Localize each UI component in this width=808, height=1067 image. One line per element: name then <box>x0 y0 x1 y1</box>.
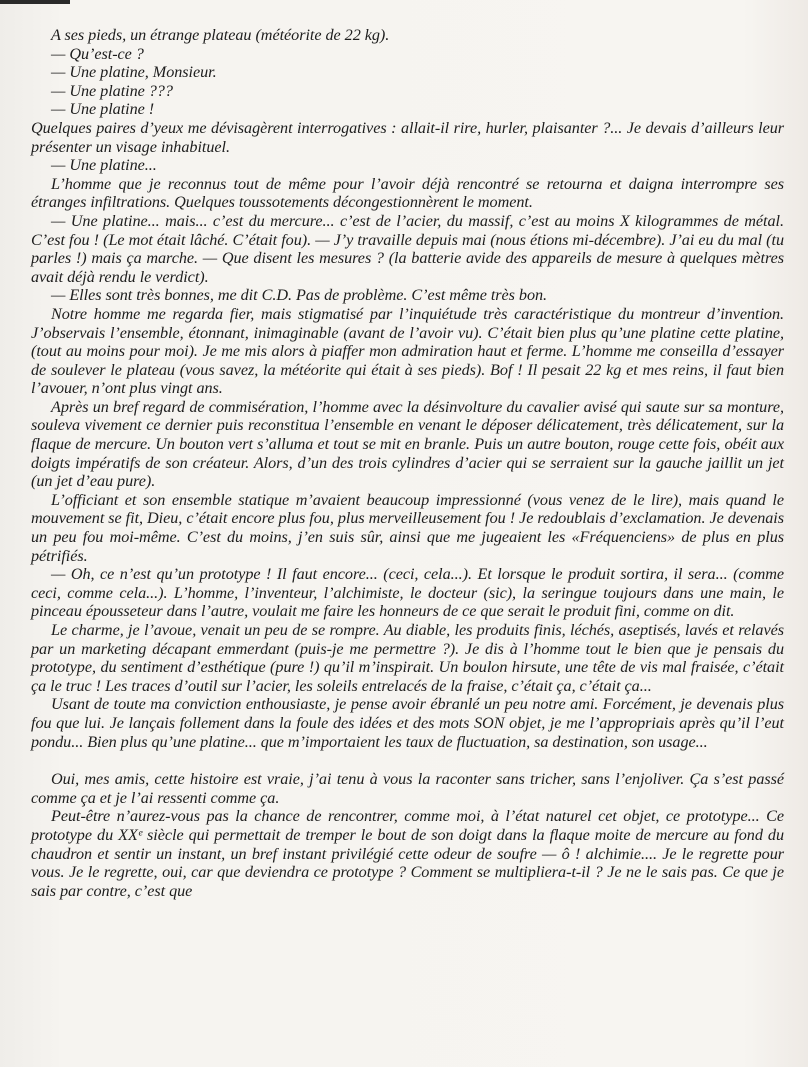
dialogue-paragraph: — Oh, ce n’est qu’un prototype ! Il faut encore... (ceci, cela...). Et lorsque le produit sortira, il sera... (comme ceci, comme cela...). L’homme, l’inventeur, l’alchimiste, le docteur (sic), la seringue toujours dans une main, le pinceau épousseteur dans l’autre, voulait me faire les honneurs de ce que serait le produit fini, comme on dit. <box>31 565 784 621</box>
paragraph: Le charme, je l’avoue, venait un peu de se rompre. Au diable, les produits finis, léchés, aseptisés, lavés et relavés par un marketing décapant emmerdant (puis-je me permettre ?). Je dis à l’homme tout le bien que je pensais du prototype, du sentiment d’esthétique (pure !) qu’il m’inspirait. Un boulon hirsute, une tête de vis mal fraisée, c’était ça le truc ! Les traces d’outil sur l’acier, les soleils entrelacés de la fraise, c’était ça, c’était ça... <box>31 621 784 695</box>
paragraph: L’homme que je reconnus tout de même pour l’avoir déjà rencontré se retourna et daigna interrompre ses étranges infiltrations. Quelques toussotements décongestionnèrent le moment. <box>31 174 784 212</box>
paragraph-intro: A ses pieds, un étrange plateau (météorite de 22 kg). <box>51 26 390 44</box>
section-break <box>31 751 784 770</box>
paragraph: Oui, mes amis, cette histoire est vraie, j’ai tenu à vous la raconter sans tricher, sans l’enjoliver. Ça s’est passé comme ça et je l’ai ressenti comme ça. <box>31 770 784 807</box>
paragraph: L’officiant et son ensemble statique m’avaient beaucoup impressionné (vous venez de le lire), mais quand le mouvement se fit, Dieu, c’était encore plus fou, plus merveilleusement fou ! Je redoublais d’exclamation. Je devenais un peu fou moi-même. C’est du moins, j’en suis sûr, ainsi que me jugeaient les «Fréquenciens» de plus en plus pétrifiés. <box>31 490 784 565</box>
paragraph: Usant de toute ma conviction enthousiaste, je pense avoir ébranlé un peu notre ami. Forcément, je devenais plus fou que lui. Je lançais follement dans la foule des idées et des mots SON objet, je me l’appropriais après qu’il l’eut pondu... Bien plus qu’une platine... que m’importaient les taux de fluctuation, sa destination, son usage... <box>31 695 784 751</box>
paragraph: Peut-être n’aurez-vous pas la chance de rencontrer, comme moi, à l’état naturel cet objet, ce prototype... Ce prototype du XXᵉ siècle qui permettait de tremper le bout de son doigt dans la flaque moite de mercure au fond du chaudron et sentir un instant, un bref instant privilégié cette odeur de soufre — ô ! alchimie.... Je le regrette pour vous. Je le regrette, oui, car que deviendra ce prototype ? Comment se multipliera-t-il ? Je ne le sais pas. Ce que je sais par contre, c’est que <box>31 807 784 900</box>
dialogue-paragraph: — Une platine... mais... c’est du mercure... c’est de l’acier, du massif, c’est au moins X kilogrammes de métal. C’est fou ! (Le mot était lâché. C’était fou). — J’y travaille depuis mai (nous étions mi-décembre). J’ai eu du mal (tu parles !) mais ça marche. — Que disent les mesures ? (la batterie avide des appareils de mesure à quelques mètres avait déjà rendu le verdict). <box>31 211 784 286</box>
dialogue-line: — Elles sont très bonnes, me dit C.D. Pas de problème. C’est même très bon. <box>51 286 548 305</box>
dialogue-line: — Qu’est-ce ? <box>51 44 144 63</box>
paragraph: Après un bref regard de commisération, l’homme avec la désinvolture du cavalier avisé qui saute sur sa monture, souleva vivement ce dernier puis reconstitua l’ensemble en venant le déposer délicatement, très délicatement, sur la flaque de mercure. Un bouton vert s’alluma et tout se mit en branle. Puis un autre bouton, rouge cette fois, obéit aux doigts impératifs de son créateur. Alors, d’un des trois cylindres d’acier qui se serraient sur la gauche jaillit un jet (un jet d’eau pure). <box>31 397 784 491</box>
dialogue-line: — Une platine... <box>51 156 157 175</box>
paragraph: Notre homme me regarda fier, mais stigmatisé par l’inquiétude très caractéristique du montreur d’invention. J’observais l’ensemble, étonnant, inimaginable (avant de l’avoir vu). C’était bien plus qu’une platine cette platine, (tout au moins pour moi). Je me mis alors à piaffer mon admiration haut et ferme. L’homme me conseilla d’essayer de soulever le plateau (vous savez, la météorite qui était à ses pieds). Bof ! Il pesait 22 kg et mes reins, il faut bien l’avouer, n’ont plus vingt ans. <box>31 304 784 398</box>
article-text <box>31 26 784 900</box>
page-edge-shadow <box>0 0 70 4</box>
dialogue-line: — Une platine, Monsieur. <box>51 63 217 82</box>
paragraph: Quelques paires d’yeux me dévisagèrent interrogatives : allait-il rire, hurler, plaisanter ?... Je devais d’ailleurs leur présenter un visage inhabituel. <box>31 118 784 156</box>
dialogue-line: — Une platine ! <box>51 100 155 119</box>
dialogue-line: — Une platine ??? <box>51 81 173 100</box>
